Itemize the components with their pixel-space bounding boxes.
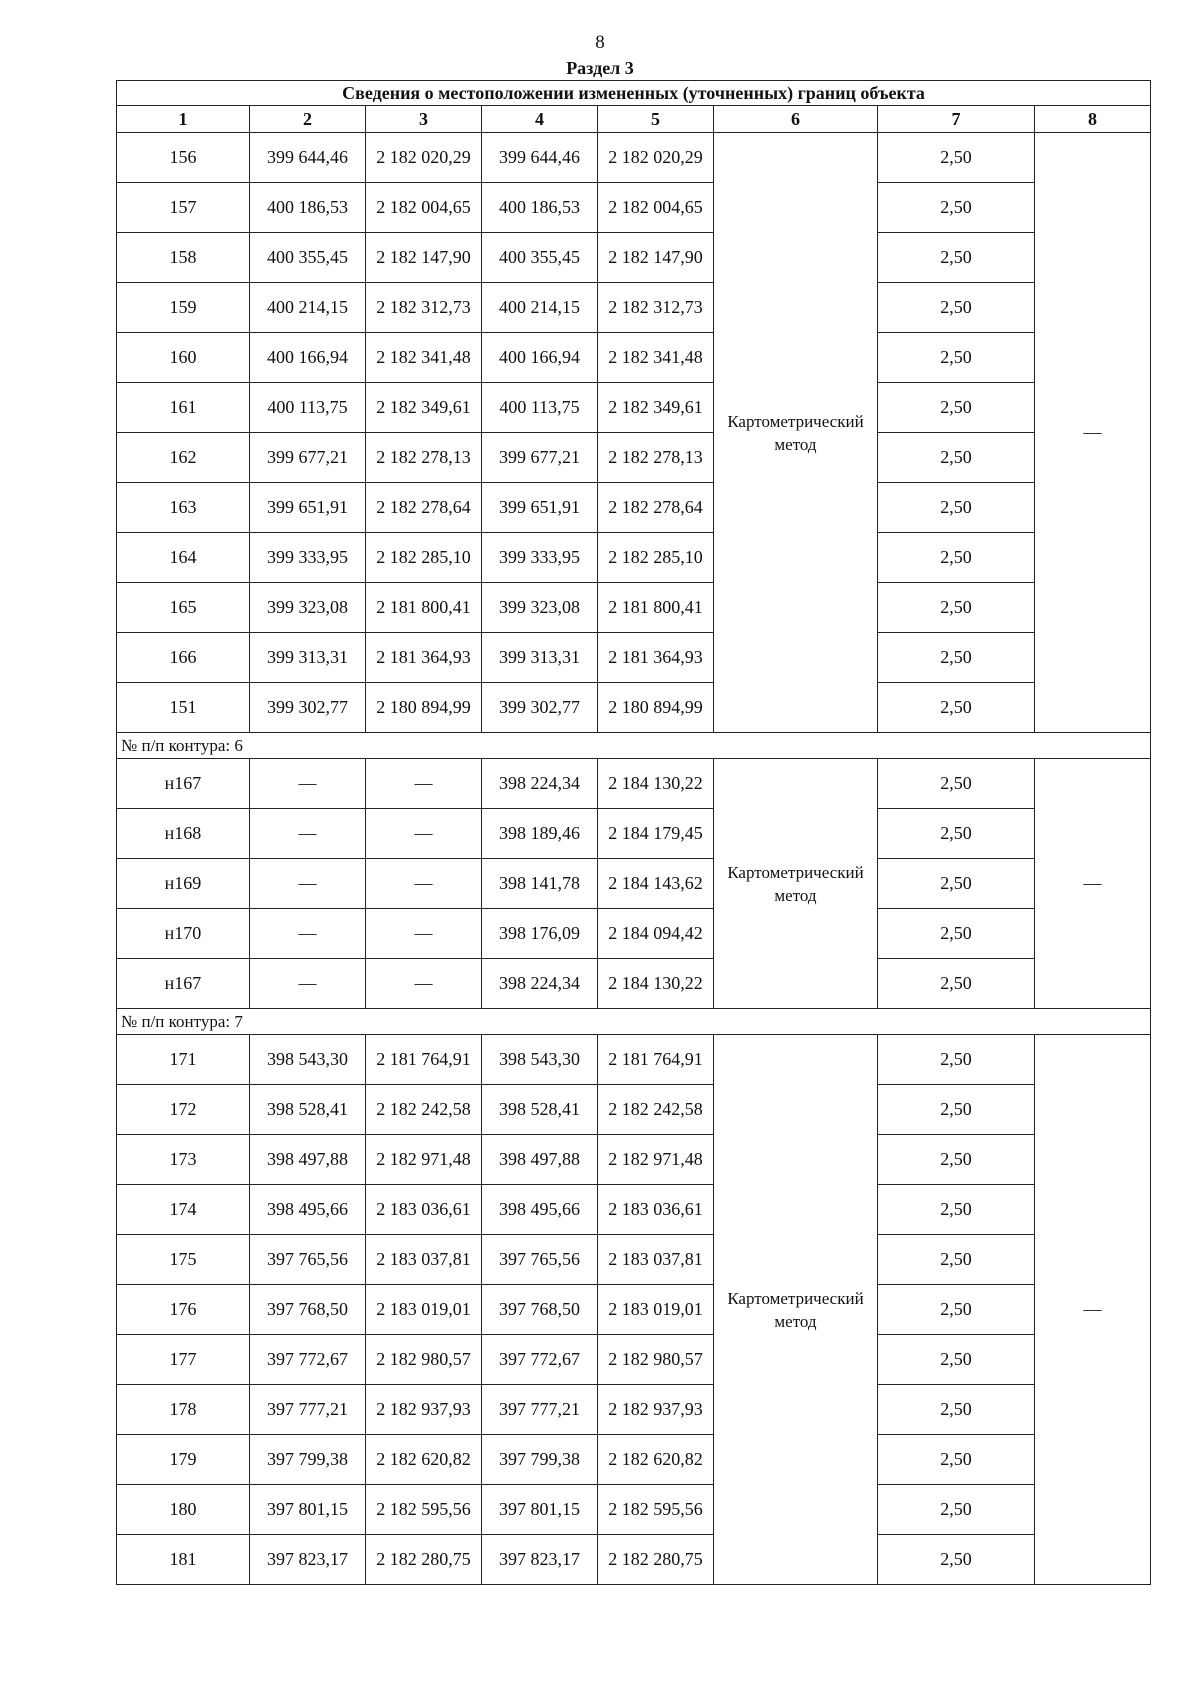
table-row [117, 1035, 1151, 1085]
point-number: н169 [117, 859, 250, 909]
method-cell: Картометрический метод [714, 133, 878, 733]
table-row [117, 183, 1151, 233]
point-number: 162 [117, 433, 250, 483]
table-row [117, 1535, 1151, 1585]
y-existing: 2 182 285,10 [366, 533, 482, 583]
x-refined: 397 801,15 [482, 1485, 598, 1535]
method-cell: Картометрический метод [714, 1035, 878, 1585]
table-row [117, 1385, 1151, 1435]
y-existing: 2 182 312,73 [366, 283, 482, 333]
table-row [117, 583, 1151, 633]
x-refined: 398 176,09 [482, 909, 598, 959]
x-existing: 399 651,91 [250, 483, 366, 533]
x-refined: 398 528,41 [482, 1085, 598, 1135]
contour-label: № п/п контура: 7 [117, 1009, 1151, 1035]
accuracy: 2,50 [878, 433, 1035, 483]
table-row [117, 1335, 1151, 1385]
accuracy: 2,50 [878, 133, 1035, 183]
y-refined: 2 181 764,91 [598, 1035, 714, 1085]
y-existing: 2 180 894,99 [366, 683, 482, 733]
column-number: 6 [714, 106, 878, 133]
y-existing: 2 182 341,48 [366, 333, 482, 383]
table-row [117, 1085, 1151, 1135]
table-row [117, 909, 1151, 959]
x-refined: 398 543,30 [482, 1035, 598, 1085]
accuracy: 2,50 [878, 1285, 1035, 1335]
y-existing: 2 182 004,65 [366, 183, 482, 233]
column-number: 8 [1035, 106, 1151, 133]
y-refined: 2 184 130,22 [598, 759, 714, 809]
accuracy: 2,50 [878, 1385, 1035, 1435]
point-number: 166 [117, 633, 250, 683]
y-refined: 2 182 285,10 [598, 533, 714, 583]
x-refined: 400 113,75 [482, 383, 598, 433]
x-refined: 397 823,17 [482, 1535, 598, 1585]
x-existing: 397 768,50 [250, 1285, 366, 1335]
y-existing: 2 182 242,58 [366, 1085, 482, 1135]
x-existing: 397 772,67 [250, 1335, 366, 1385]
y-refined: 2 182 242,58 [598, 1085, 714, 1135]
accuracy: 2,50 [878, 633, 1035, 683]
point-number: 181 [117, 1535, 250, 1585]
accuracy: 2,50 [878, 233, 1035, 283]
table-row [117, 633, 1151, 683]
point-number: 163 [117, 483, 250, 533]
x-existing: 400 166,94 [250, 333, 366, 383]
table-row [117, 1285, 1151, 1335]
x-refined: 399 313,31 [482, 633, 598, 683]
x-existing: — [250, 759, 366, 809]
column-number-row [117, 106, 1151, 133]
contour-label: № п/п контура: 6 [117, 733, 1151, 759]
table-row [117, 1185, 1151, 1235]
contour-label-row [117, 1009, 1151, 1035]
accuracy: 2,50 [878, 383, 1035, 433]
table-row [117, 533, 1151, 583]
x-existing: 399 323,08 [250, 583, 366, 633]
table-caption: Сведения о местоположении измененных (уточненных) границ объекта [117, 81, 1151, 106]
point-number: 172 [117, 1085, 250, 1135]
x-existing: 397 777,21 [250, 1385, 366, 1435]
accuracy: 2,50 [878, 1535, 1035, 1585]
accuracy: 2,50 [878, 809, 1035, 859]
accuracy: 2,50 [878, 333, 1035, 383]
y-refined: 2 184 130,22 [598, 959, 714, 1009]
point-number: 160 [117, 333, 250, 383]
x-refined: 399 302,77 [482, 683, 598, 733]
accuracy: 2,50 [878, 1135, 1035, 1185]
table-row [117, 383, 1151, 433]
y-existing: — [366, 759, 482, 809]
point-number: 177 [117, 1335, 250, 1385]
column-number: 2 [250, 106, 366, 133]
accuracy: 2,50 [878, 1485, 1035, 1535]
table-row [117, 1235, 1151, 1285]
y-existing: 2 182 280,75 [366, 1535, 482, 1585]
x-refined: 399 323,08 [482, 583, 598, 633]
x-existing: 399 302,77 [250, 683, 366, 733]
y-refined: 2 182 278,64 [598, 483, 714, 533]
accuracy: 2,50 [878, 1185, 1035, 1235]
y-existing: 2 182 971,48 [366, 1135, 482, 1185]
y-refined: 2 182 980,57 [598, 1335, 714, 1385]
table-row [117, 133, 1151, 183]
column-number: 4 [482, 106, 598, 133]
description-cell: — [1035, 1035, 1151, 1585]
y-refined: 2 181 800,41 [598, 583, 714, 633]
table-row [117, 1135, 1151, 1185]
table-row [117, 233, 1151, 283]
y-refined: 2 184 094,42 [598, 909, 714, 959]
accuracy: 2,50 [878, 909, 1035, 959]
table-row [117, 1435, 1151, 1485]
table-row [117, 959, 1151, 1009]
point-number: 174 [117, 1185, 250, 1235]
x-existing: 399 313,31 [250, 633, 366, 683]
table-row [117, 283, 1151, 333]
y-existing: — [366, 909, 482, 959]
y-refined: 2 182 937,93 [598, 1385, 714, 1435]
y-existing: 2 182 980,57 [366, 1335, 482, 1385]
table-row [117, 333, 1151, 383]
y-refined: 2 184 179,45 [598, 809, 714, 859]
y-existing: 2 183 037,81 [366, 1235, 482, 1285]
x-refined: 399 644,46 [482, 133, 598, 183]
y-refined: 2 182 620,82 [598, 1435, 714, 1485]
x-refined: 398 189,46 [482, 809, 598, 859]
table-row [117, 759, 1151, 809]
x-refined: 398 495,66 [482, 1185, 598, 1235]
table-row [117, 809, 1151, 859]
y-refined: 2 182 004,65 [598, 183, 714, 233]
accuracy: 2,50 [878, 759, 1035, 809]
accuracy: 2,50 [878, 859, 1035, 909]
x-refined: 397 765,56 [482, 1235, 598, 1285]
accuracy: 2,50 [878, 483, 1035, 533]
x-existing: 397 801,15 [250, 1485, 366, 1535]
y-existing: 2 182 147,90 [366, 233, 482, 283]
y-existing: 2 182 595,56 [366, 1485, 482, 1535]
point-number: 173 [117, 1135, 250, 1185]
point-number: 159 [117, 283, 250, 333]
x-existing: 399 644,46 [250, 133, 366, 183]
x-refined: 399 677,21 [482, 433, 598, 483]
boundary-table [116, 80, 1151, 1585]
point-number: н170 [117, 909, 250, 959]
x-existing: 400 113,75 [250, 383, 366, 433]
accuracy: 2,50 [878, 583, 1035, 633]
y-existing: 2 182 278,13 [366, 433, 482, 483]
x-existing: — [250, 959, 366, 1009]
y-refined: 2 183 037,81 [598, 1235, 714, 1285]
y-existing: 2 183 036,61 [366, 1185, 482, 1235]
table-row [117, 1485, 1151, 1535]
method-cell: Картометрический метод [714, 759, 878, 1009]
y-existing: 2 182 349,61 [366, 383, 482, 433]
x-existing: 399 677,21 [250, 433, 366, 483]
point-number: 151 [117, 683, 250, 733]
y-existing: 2 181 800,41 [366, 583, 482, 633]
y-existing: 2 181 364,93 [366, 633, 482, 683]
y-existing: 2 182 620,82 [366, 1435, 482, 1485]
column-number: 1 [117, 106, 250, 133]
accuracy: 2,50 [878, 1435, 1035, 1485]
column-number: 7 [878, 106, 1035, 133]
x-existing: 399 333,95 [250, 533, 366, 583]
x-existing: 397 765,56 [250, 1235, 366, 1285]
point-number: 176 [117, 1285, 250, 1335]
x-existing: 398 543,30 [250, 1035, 366, 1085]
y-existing: — [366, 959, 482, 1009]
y-existing: — [366, 859, 482, 909]
accuracy: 2,50 [878, 183, 1035, 233]
x-refined: 397 772,67 [482, 1335, 598, 1385]
y-refined: 2 182 341,48 [598, 333, 714, 383]
point-number: 179 [117, 1435, 250, 1485]
point-number: 164 [117, 533, 250, 583]
x-existing: 400 214,15 [250, 283, 366, 333]
y-existing: — [366, 809, 482, 859]
x-refined: 399 651,91 [482, 483, 598, 533]
x-refined: 398 224,34 [482, 959, 598, 1009]
accuracy: 2,50 [878, 1235, 1035, 1285]
point-number: 161 [117, 383, 250, 433]
point-number: 157 [117, 183, 250, 233]
y-existing: 2 182 278,64 [366, 483, 482, 533]
accuracy: 2,50 [878, 1335, 1035, 1385]
point-number: н167 [117, 759, 250, 809]
x-refined: 398 141,78 [482, 859, 598, 909]
table-row [117, 683, 1151, 733]
y-refined: 2 183 036,61 [598, 1185, 714, 1235]
x-existing: — [250, 859, 366, 909]
point-number: н168 [117, 809, 250, 859]
x-existing: — [250, 809, 366, 859]
y-existing: 2 182 937,93 [366, 1385, 482, 1435]
y-refined: 2 182 971,48 [598, 1135, 714, 1185]
y-existing: 2 182 020,29 [366, 133, 482, 183]
point-number: 158 [117, 233, 250, 283]
point-number: 180 [117, 1485, 250, 1535]
y-refined: 2 182 595,56 [598, 1485, 714, 1535]
point-number: н167 [117, 959, 250, 1009]
x-existing: 397 823,17 [250, 1535, 366, 1585]
y-refined: 2 182 147,90 [598, 233, 714, 283]
x-existing: 400 186,53 [250, 183, 366, 233]
y-existing: 2 183 019,01 [366, 1285, 482, 1335]
x-refined: 400 355,45 [482, 233, 598, 283]
y-existing: 2 181 764,91 [366, 1035, 482, 1085]
y-refined: 2 181 364,93 [598, 633, 714, 683]
x-existing: 398 528,41 [250, 1085, 366, 1135]
table-row [117, 859, 1151, 909]
x-refined: 397 777,21 [482, 1385, 598, 1435]
accuracy: 2,50 [878, 683, 1035, 733]
accuracy: 2,50 [878, 1035, 1035, 1085]
x-refined: 400 166,94 [482, 333, 598, 383]
point-number: 175 [117, 1235, 250, 1285]
point-number: 156 [117, 133, 250, 183]
accuracy: 2,50 [878, 1085, 1035, 1135]
y-refined: 2 182 349,61 [598, 383, 714, 433]
table-row [117, 433, 1151, 483]
x-refined: 400 214,15 [482, 283, 598, 333]
x-refined: 398 497,88 [482, 1135, 598, 1185]
x-refined: 397 768,50 [482, 1285, 598, 1335]
y-refined: 2 182 280,75 [598, 1535, 714, 1585]
table-row [117, 483, 1151, 533]
x-refined: 399 333,95 [482, 533, 598, 583]
description-cell: — [1035, 759, 1151, 1009]
description-cell: — [1035, 133, 1151, 733]
x-refined: 397 799,38 [482, 1435, 598, 1485]
y-refined: 2 180 894,99 [598, 683, 714, 733]
y-refined: 2 183 019,01 [598, 1285, 714, 1335]
x-refined: 398 224,34 [482, 759, 598, 809]
x-existing: 400 355,45 [250, 233, 366, 283]
accuracy: 2,50 [878, 533, 1035, 583]
x-existing: 398 497,88 [250, 1135, 366, 1185]
accuracy: 2,50 [878, 283, 1035, 333]
column-number: 3 [366, 106, 482, 133]
accuracy: 2,50 [878, 959, 1035, 1009]
y-refined: 2 182 278,13 [598, 433, 714, 483]
x-existing: 397 799,38 [250, 1435, 366, 1485]
page-number: 8 [595, 32, 605, 53]
contour-label-row [117, 733, 1151, 759]
point-number: 178 [117, 1385, 250, 1435]
x-existing: — [250, 909, 366, 959]
point-number: 171 [117, 1035, 250, 1085]
y-refined: 2 184 143,62 [598, 859, 714, 909]
column-number: 5 [598, 106, 714, 133]
x-existing: 398 495,66 [250, 1185, 366, 1235]
point-number: 165 [117, 583, 250, 633]
y-refined: 2 182 020,29 [598, 133, 714, 183]
section-title: Раздел 3 [566, 58, 634, 78]
y-refined: 2 182 312,73 [598, 283, 714, 333]
x-refined: 400 186,53 [482, 183, 598, 233]
